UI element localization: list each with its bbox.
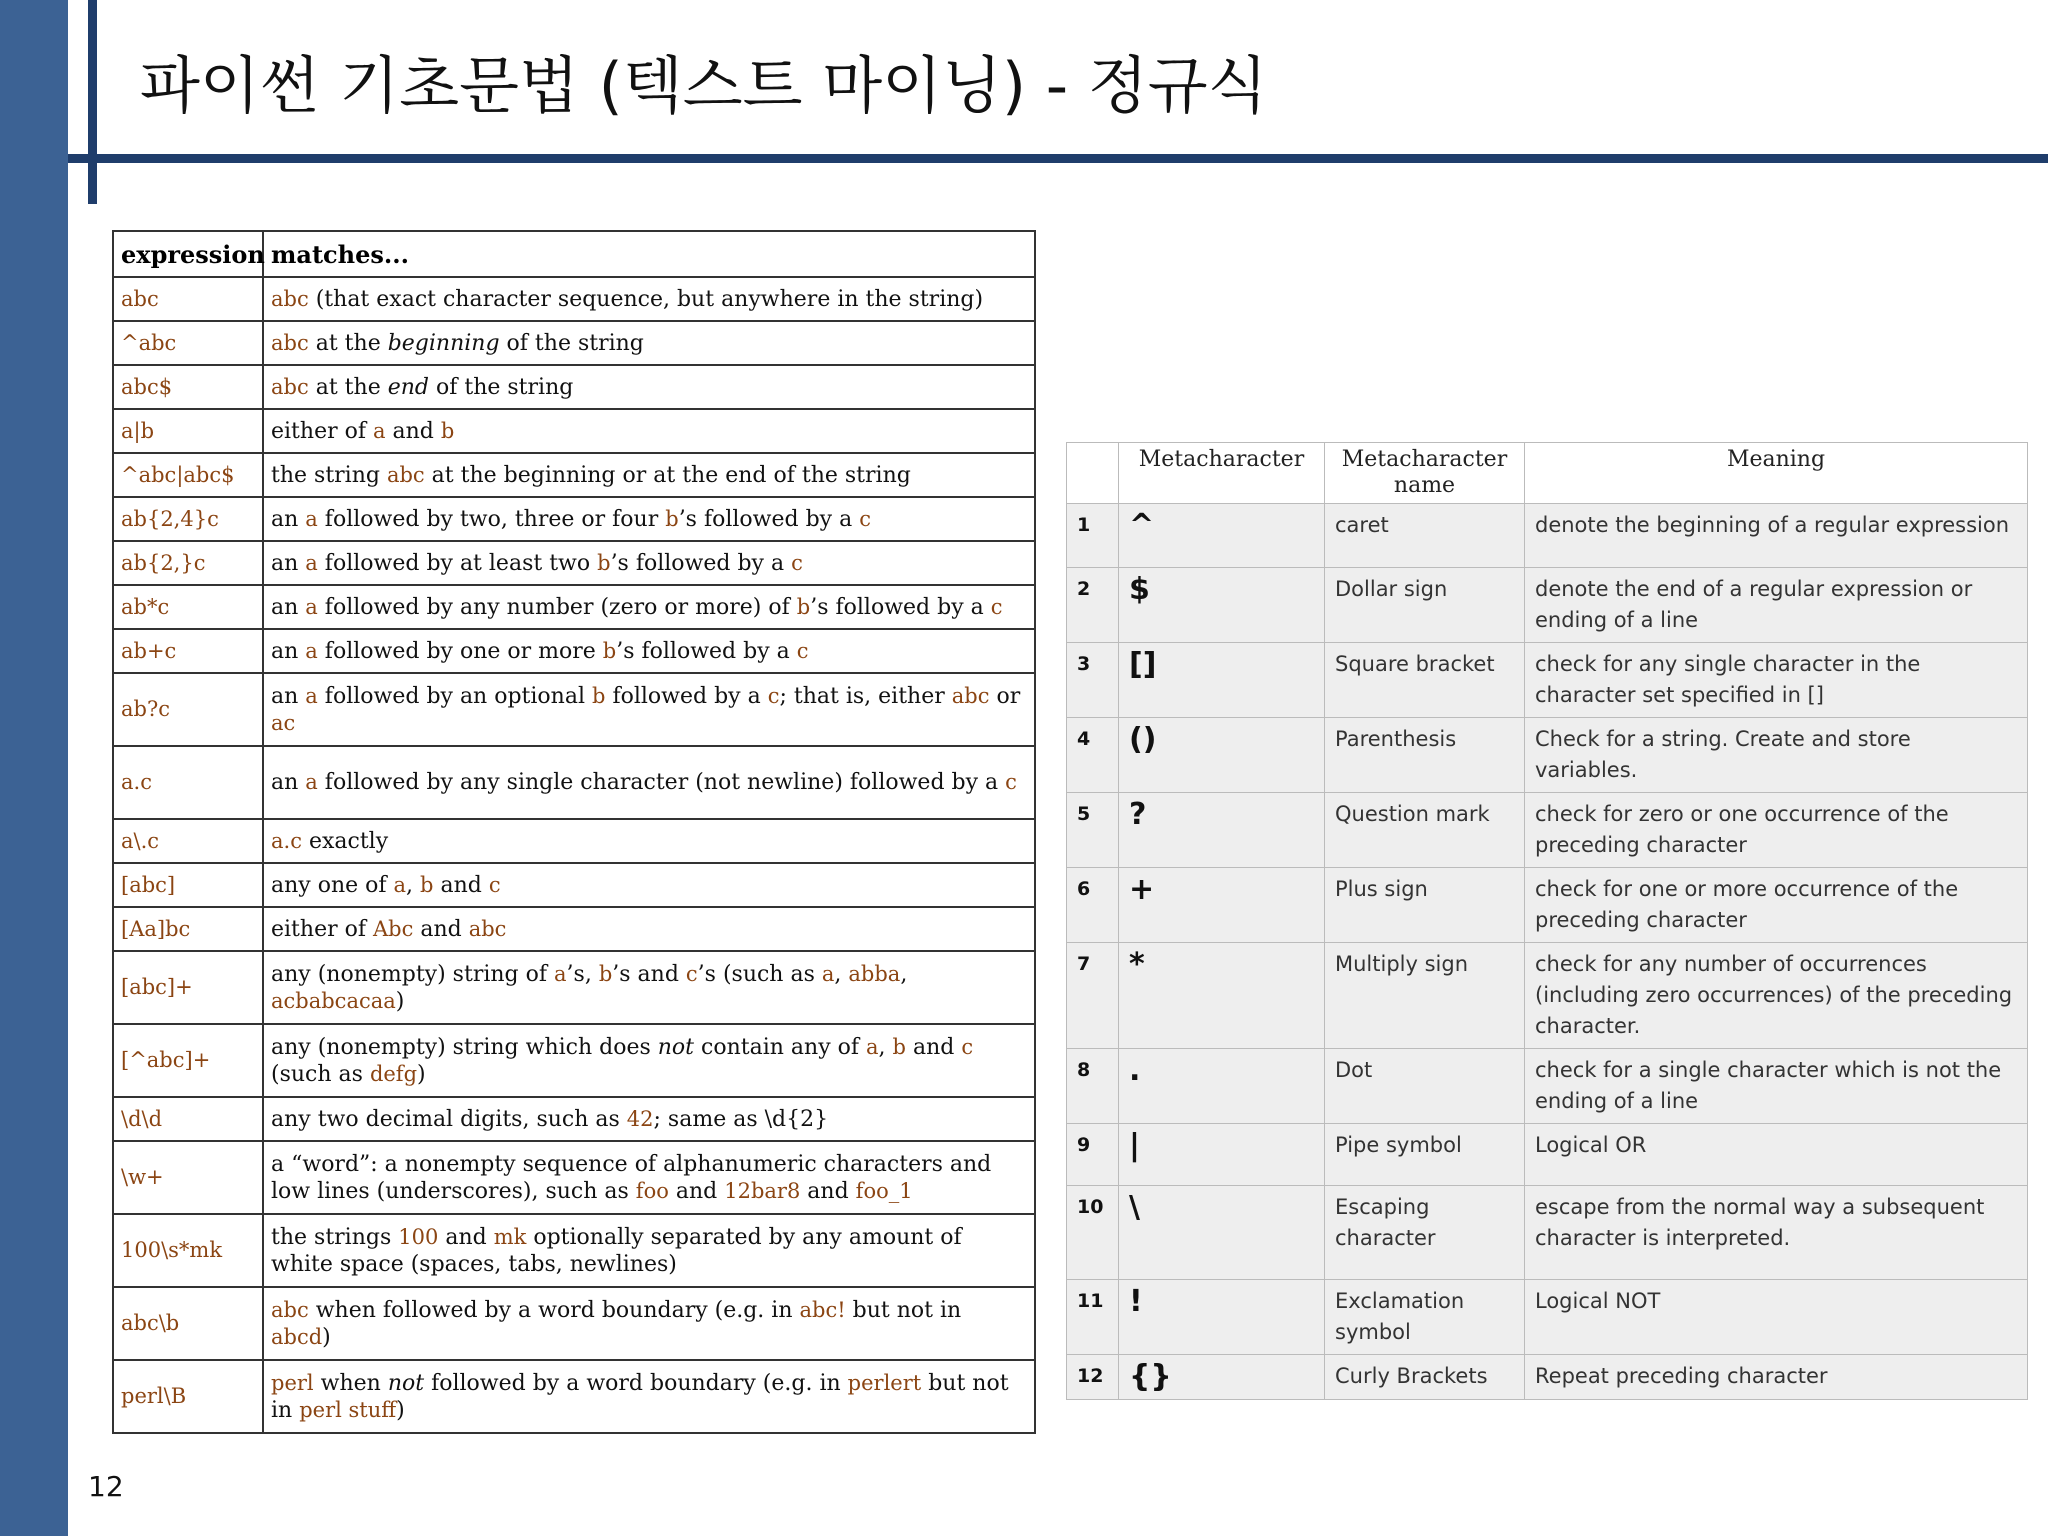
table-row xyxy=(113,1097,1035,1141)
text-fragment: but not in xyxy=(271,1370,1009,1423)
text-fragment: , xyxy=(406,872,421,898)
code-fragment: b xyxy=(420,872,434,897)
text-fragment: of the string xyxy=(499,330,644,356)
header-matches: matches... xyxy=(263,231,1035,277)
metacharacter-name: Dot xyxy=(1325,1049,1525,1124)
code-fragment: abc xyxy=(386,462,425,487)
code-fragment: a xyxy=(821,961,835,986)
regex-matches-cell xyxy=(263,746,1035,819)
table-row xyxy=(113,863,1035,907)
regex-matches-cell xyxy=(263,1287,1035,1360)
metacharacter-meaning: check for any number of occurrences (including zero occurrences) of the preceding character. xyxy=(1525,943,2028,1049)
metacharacter-symbol: ? xyxy=(1119,793,1325,868)
metacharacter-meaning: check for any single character in the character set specified in [] xyxy=(1525,643,2028,718)
metacharacter-meaning: check for one or more occurrence of the preceding character xyxy=(1525,868,2028,943)
metacharacter-name: Parenthesis xyxy=(1325,718,1525,793)
regex-matches-cell xyxy=(263,951,1035,1024)
emphasis-text: beginning xyxy=(387,330,500,356)
table-row xyxy=(113,321,1035,365)
code-fragment: abc! xyxy=(799,1297,846,1322)
table-row xyxy=(113,1287,1035,1360)
text-fragment: ) xyxy=(396,1397,405,1423)
metacharacter-meaning: escape from the normal way a subsequent character is interpreted. xyxy=(1525,1186,2028,1280)
regex-expression-cell: \d\d xyxy=(113,1097,263,1141)
table-row xyxy=(1067,793,2028,868)
metacharacter-symbol: ! xyxy=(1119,1280,1325,1355)
code-fragment: perlert xyxy=(847,1370,922,1395)
table-row xyxy=(1067,1186,2028,1280)
code-fragment: b xyxy=(598,961,613,986)
text-fragment: of the string xyxy=(428,374,574,400)
metacharacter-name: Dollar sign xyxy=(1325,568,1525,643)
meta-row-number: 1 xyxy=(1067,504,1119,568)
meta-row-number: 3 xyxy=(1067,643,1119,718)
text-fragment: ’s followed by a xyxy=(678,506,860,532)
regex-matches-cell xyxy=(263,819,1035,863)
code-fragment: foo_1 xyxy=(855,1178,913,1203)
text-fragment: at the xyxy=(308,374,388,400)
regex-expression-cell: ab+c xyxy=(113,629,263,673)
text-fragment: the strings xyxy=(271,1224,399,1250)
meta-header-meaning: Meaning xyxy=(1525,443,2028,504)
metacharacter-symbol: + xyxy=(1119,868,1325,943)
meta-row-number: 11 xyxy=(1067,1280,1119,1355)
text-fragment: any two decimal digits, such as xyxy=(271,1106,627,1132)
meta-row-number: 2 xyxy=(1067,568,1119,643)
text-fragment: when followed by a word boundary (e.g. in xyxy=(308,1297,800,1323)
code-fragment: abc xyxy=(271,1297,309,1322)
emphasis-text: not xyxy=(657,1034,695,1060)
metacharacter-meaning: denote the end of a regular expression or ending of a line xyxy=(1525,568,2028,643)
regex-matches-cell xyxy=(263,1360,1035,1433)
text-fragment: an xyxy=(271,770,306,795)
code-fragment: c xyxy=(796,638,809,663)
title-underline-bar xyxy=(68,154,2048,163)
meta-row-number: 4 xyxy=(1067,718,1119,793)
code-fragment: ac xyxy=(271,710,296,735)
code-fragment: Abc xyxy=(372,916,414,941)
text-fragment: ; that is, either xyxy=(779,683,952,709)
code-fragment: abcd xyxy=(271,1324,323,1349)
table-row xyxy=(113,497,1035,541)
regex-expression-cell: [Aa]bc xyxy=(113,907,263,951)
code-fragment: b xyxy=(892,1034,906,1059)
table-row xyxy=(113,409,1035,453)
metacharacter-name: Square bracket xyxy=(1325,643,1525,718)
regex-matches-cell xyxy=(263,629,1035,673)
text-fragment: , xyxy=(834,961,849,987)
metacharacter-name: Curly Brackets xyxy=(1325,1355,1525,1400)
left-sidebar-band xyxy=(0,0,68,1536)
text-fragment: , xyxy=(878,1034,893,1060)
code-fragment: c xyxy=(859,506,871,531)
code-fragment: abc xyxy=(271,286,309,311)
code-fragment: a xyxy=(372,418,386,443)
code-fragment: a xyxy=(393,872,407,897)
regex-matches-cell xyxy=(263,585,1035,629)
code-fragment: c xyxy=(685,961,698,986)
regex-expression-cell: [abc]+ xyxy=(113,951,263,1024)
regex-matches-cell xyxy=(263,453,1035,497)
table-row xyxy=(1067,1280,2028,1355)
code-fragment: perl xyxy=(271,1370,314,1395)
table-row xyxy=(1067,504,2028,568)
text-fragment: an xyxy=(271,550,306,576)
text-fragment: followed by one or more xyxy=(317,638,603,664)
meta-row-number: 9 xyxy=(1067,1124,1119,1186)
table-row xyxy=(113,277,1035,321)
meta-row-number: 12 xyxy=(1067,1355,1119,1400)
meta-header-number xyxy=(1067,443,1119,504)
vertical-accent-bar xyxy=(88,0,97,204)
metacharacter-symbol: $ xyxy=(1119,568,1325,643)
text-fragment: an xyxy=(271,594,306,620)
meta-header-metacharacter: Metacharacter xyxy=(1119,443,1325,504)
metacharacter-symbol: \ xyxy=(1119,1186,1325,1280)
regex-expression-cell: abc$ xyxy=(113,365,263,409)
table-row xyxy=(113,907,1035,951)
code-fragment: acbabcacaa xyxy=(271,988,396,1013)
code-fragment: c xyxy=(488,872,501,897)
regex-matches-cell xyxy=(263,365,1035,409)
text-fragment: followed by two, three or four xyxy=(317,506,666,532)
code-fragment: b xyxy=(597,550,611,575)
table-row xyxy=(1067,943,2028,1049)
code-fragment: a xyxy=(305,770,318,794)
table-row xyxy=(113,951,1035,1024)
regex-expression-cell: abc\b xyxy=(113,1287,263,1360)
regex-expression-cell: ^abc xyxy=(113,321,263,365)
text-fragment: exactly xyxy=(301,828,389,854)
metacharacter-name: Exclamation symbol xyxy=(1325,1280,1525,1355)
text-fragment: followed by a word boundary (e.g. in xyxy=(424,1370,848,1396)
regex-matches-cell xyxy=(263,277,1035,321)
text-fragment: ’s, xyxy=(566,961,599,987)
metacharacter-meaning: Check for a string. Create and store variables. xyxy=(1525,718,2028,793)
table-row xyxy=(113,819,1035,863)
metacharacter-meaning: check for zero or one occurrence of the preceding character xyxy=(1525,793,2028,868)
table-row xyxy=(113,1214,1035,1287)
regex-expression-cell: [^abc]+ xyxy=(113,1024,263,1097)
text-fragment: and xyxy=(668,1178,725,1204)
text-fragment: and xyxy=(800,1178,856,1204)
regex-expression-cell: a\.c xyxy=(113,819,263,863)
code-fragment: c xyxy=(961,1034,974,1059)
header-expression: expression xyxy=(113,231,263,277)
regex-matches-cell xyxy=(263,1097,1035,1141)
meta-row-number: 5 xyxy=(1067,793,1119,868)
regex-expression-cell: ab*c xyxy=(113,585,263,629)
regex-expression-cell: ab{2,4}c xyxy=(113,497,263,541)
code-fragment: defg xyxy=(369,1061,418,1086)
code-fragment: abc xyxy=(468,916,507,941)
table-row xyxy=(1067,568,2028,643)
text-fragment: followed by an optional xyxy=(317,683,592,709)
text-fragment: (such as xyxy=(271,1061,370,1087)
text-fragment: ’s followed by a xyxy=(610,550,792,576)
meta-row-number: 6 xyxy=(1067,868,1119,943)
text-fragment: followed by at least two xyxy=(317,550,598,576)
text-fragment: either of xyxy=(271,916,373,942)
regex-expression-cell: ab{2,}c xyxy=(113,541,263,585)
code-fragment: c xyxy=(791,550,803,575)
regex-expression-cell: a.c xyxy=(113,746,263,819)
text-fragment: (that exact character sequence, but anywhere in the string) xyxy=(308,286,984,312)
text-fragment: at the beginning or at the end of the string xyxy=(424,462,911,488)
code-fragment: abba xyxy=(848,961,901,986)
metacharacter-meaning: check for a single character which is not the ending of a line xyxy=(1525,1049,2028,1124)
text-fragment: at the xyxy=(308,330,388,356)
text-fragment: an xyxy=(271,638,306,664)
text-fragment: ) xyxy=(417,1061,426,1087)
code-fragment: abc xyxy=(271,330,309,355)
table-row xyxy=(1067,718,2028,793)
text-fragment: ) xyxy=(395,988,405,1014)
regex-expression-cell: ^abc|abc$ xyxy=(113,453,263,497)
metacharacter-symbol: * xyxy=(1119,943,1325,1049)
regex-expression-cell: \w+ xyxy=(113,1141,263,1214)
code-fragment: b xyxy=(665,506,679,531)
text-fragment: ) xyxy=(322,1324,331,1350)
text-fragment: or xyxy=(989,683,1021,709)
code-fragment: b xyxy=(440,418,455,443)
regex-matches-cell xyxy=(263,863,1035,907)
code-fragment: a xyxy=(554,961,567,986)
code-fragment: abc xyxy=(951,683,990,708)
metacharacter-meaning: Repeat preceding character xyxy=(1525,1355,2028,1400)
code-fragment: perl stuff xyxy=(299,1397,397,1422)
regex-matches-cell xyxy=(263,409,1035,453)
table-row xyxy=(113,585,1035,629)
metacharacter-symbol: () xyxy=(1119,718,1325,793)
text-fragment: and xyxy=(906,1034,962,1060)
code-fragment: b xyxy=(592,683,606,708)
text-fragment: ; same as \d{2} xyxy=(653,1106,829,1132)
metacharacter-symbol: [] xyxy=(1119,643,1325,718)
code-fragment: b xyxy=(602,638,617,663)
text-fragment: contain any of xyxy=(694,1034,867,1060)
code-fragment: b xyxy=(796,594,811,619)
regex-matches-cell xyxy=(263,673,1035,746)
metacharacter-symbol: . xyxy=(1119,1049,1325,1124)
code-fragment: 12bar8 xyxy=(724,1178,801,1203)
slide-title: 파이썬 기초문법 (텍스트 마이닝) - 정규식 xyxy=(140,49,1268,122)
emphasis-text: end xyxy=(387,374,429,400)
text-fragment: and xyxy=(433,872,489,898)
table-row xyxy=(113,1024,1035,1097)
metacharacter-symbol: | xyxy=(1119,1124,1325,1186)
metacharacter-table xyxy=(1066,442,2028,1400)
text-fragment: either of xyxy=(271,418,373,444)
text-fragment: followed by any single character (not newline) followed by a xyxy=(317,770,1006,795)
text-fragment: ’s followed by a xyxy=(810,594,991,620)
text-fragment: when xyxy=(313,1370,388,1396)
regex-expression-table xyxy=(112,230,1036,1434)
metacharacter-symbol: {} xyxy=(1119,1355,1325,1400)
text-fragment: , xyxy=(900,961,908,987)
code-fragment: c xyxy=(1005,770,1017,794)
meta-row-number: 7 xyxy=(1067,943,1119,1049)
page-number: 12 xyxy=(88,1470,124,1503)
code-fragment: a.c xyxy=(271,828,302,853)
text-fragment: ’s and xyxy=(612,961,686,987)
table-row xyxy=(113,1360,1035,1433)
code-fragment: 42 xyxy=(626,1106,654,1131)
metacharacter-name: Escaping character xyxy=(1325,1186,1525,1280)
regex-matches-cell xyxy=(263,541,1035,585)
metacharacter-name: Multiply sign xyxy=(1325,943,1525,1049)
table-row xyxy=(1067,1049,2028,1124)
text-fragment: ’s followed by a xyxy=(616,638,797,664)
metacharacter-name: Pipe symbol xyxy=(1325,1124,1525,1186)
regex-expression-cell: abc xyxy=(113,277,263,321)
table-row xyxy=(1067,868,2028,943)
text-fragment: but not in xyxy=(845,1297,962,1323)
table-row xyxy=(113,1141,1035,1214)
table-row xyxy=(113,629,1035,673)
code-fragment: foo xyxy=(635,1178,669,1203)
meta-row-number: 8 xyxy=(1067,1049,1119,1124)
code-fragment: c xyxy=(990,594,1003,619)
table-row xyxy=(113,453,1035,497)
text-fragment: an xyxy=(271,683,306,709)
text-fragment: the string xyxy=(271,462,387,488)
code-fragment: c xyxy=(767,683,780,708)
metacharacter-meaning: Logical OR xyxy=(1525,1124,2028,1186)
regex-expression-cell: perl\B xyxy=(113,1360,263,1433)
metacharacter-name: Plus sign xyxy=(1325,868,1525,943)
regex-matches-cell xyxy=(263,1024,1035,1097)
emphasis-text: not xyxy=(387,1370,425,1396)
code-fragment: a xyxy=(305,550,318,575)
regex-matches-cell xyxy=(263,1214,1035,1287)
code-fragment: a xyxy=(305,683,318,708)
text-fragment: optionally separated by any amount of white space (spaces, tabs, newlines) xyxy=(271,1224,962,1277)
table-row xyxy=(1067,643,2028,718)
code-fragment: abc xyxy=(271,374,309,399)
regex-expression-cell: [abc] xyxy=(113,863,263,907)
text-fragment: and xyxy=(385,418,441,444)
table-row xyxy=(1067,1355,2028,1400)
code-fragment: a xyxy=(305,506,318,531)
text-fragment: a “word”: a nonempty sequence of alphanumeric characters and low lines (underscores), such as xyxy=(271,1151,992,1204)
meta-header-name: Metacharacter name xyxy=(1325,443,1525,504)
text-fragment: and xyxy=(438,1224,494,1250)
text-fragment: followed by a xyxy=(605,683,768,709)
table-row xyxy=(113,541,1035,585)
text-fragment: and xyxy=(413,916,469,942)
code-fragment: a xyxy=(866,1034,879,1059)
text-fragment: ’s (such as xyxy=(697,961,822,987)
table-row xyxy=(113,365,1035,409)
text-fragment: any (nonempty) string of xyxy=(271,961,554,987)
table-row xyxy=(113,673,1035,746)
code-fragment: mk xyxy=(493,1224,527,1249)
text-fragment: followed by any number (zero or more) of xyxy=(317,594,797,620)
code-fragment: a xyxy=(305,638,318,663)
metacharacter-name: Question mark xyxy=(1325,793,1525,868)
regex-matches-cell xyxy=(263,907,1035,951)
metacharacter-symbol: ^ xyxy=(1119,504,1325,568)
code-fragment: 100 xyxy=(398,1224,439,1249)
meta-row-number: 10 xyxy=(1067,1186,1119,1280)
regex-expression-cell: ab?c xyxy=(113,673,263,746)
regex-expression-cell: 100\s*mk xyxy=(113,1214,263,1287)
text-fragment: any (nonempty) string which does xyxy=(271,1034,658,1060)
regex-matches-cell xyxy=(263,1141,1035,1214)
regex-expression-cell: a|b xyxy=(113,409,263,453)
metacharacter-meaning: denote the beginning of a regular expression xyxy=(1525,504,2028,568)
code-fragment: a xyxy=(305,594,318,619)
regex-matches-cell xyxy=(263,321,1035,365)
regex-matches-cell xyxy=(263,497,1035,541)
metacharacter-meaning: Logical NOT xyxy=(1525,1280,2028,1355)
text-fragment: an xyxy=(271,506,306,532)
metacharacter-name: caret xyxy=(1325,504,1525,568)
text-fragment: any one of xyxy=(271,872,394,898)
table-row xyxy=(113,746,1035,819)
table-row xyxy=(1067,1124,2028,1186)
